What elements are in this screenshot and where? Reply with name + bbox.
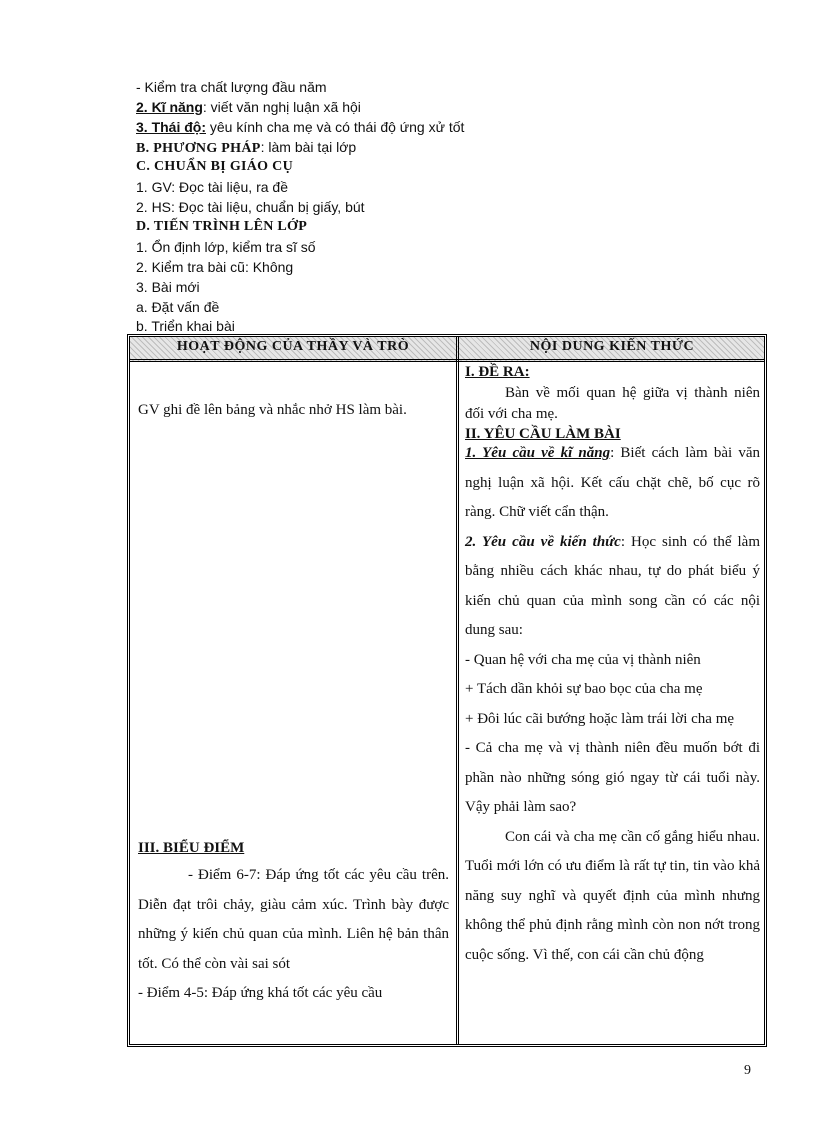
attitude-text: yêu kính cha mẹ và có thái độ ứng xử tốt bbox=[206, 119, 465, 135]
step-3a: a. Đặt vấn đề bbox=[136, 299, 220, 315]
lesson-table bbox=[127, 334, 767, 1047]
topic-text: Bàn về mối quan hệ giữa vị thành niên đối với cha mẹ. bbox=[465, 385, 760, 422]
process-heading: D. TIẾN TRÌNH LÊN LỚP bbox=[136, 219, 308, 234]
page-number: 9 bbox=[744, 1063, 751, 1078]
score-4-5: - Điểm 4-5: Đáp ứng khá tốt các yêu cầu bbox=[138, 985, 383, 1001]
intro-skill bbox=[136, 97, 361, 117]
req-heading: II. YÊU CẦU LÀM BÀI bbox=[465, 426, 621, 442]
skill-req-text: : Biết cách làm bài văn nghị luận xã hội. Kết cấu chặt chẽ, bố cục rõ ràng. Chữ viết cẩn thận. bbox=[465, 445, 760, 520]
intro-attitude bbox=[136, 117, 464, 137]
point-2: - Cả cha mẹ và vị thành niên đều muốn bớt đi phần nào những sóng gió ngay từ cái tuổi này. Vậy phải làm sao? bbox=[465, 740, 760, 815]
intro-line-exam: - Kiểm tra chất lượng đầu năm bbox=[136, 79, 327, 95]
prep-gv: 1. GV: Đọc tài liệu, ra đề bbox=[136, 179, 288, 195]
point-1a: + Tách dần khỏi sự bao bọc của cha mẹ bbox=[465, 681, 703, 697]
column-divider bbox=[456, 337, 459, 1044]
knowledge-req-text: : Học sinh có thể làm bằng nhiều cách khác nhau, tự do phát biểu ý kiến chủ quan của mình song cần có các nội dung sau: bbox=[465, 533, 761, 638]
table-header bbox=[130, 337, 764, 362]
knowledge-requirement bbox=[465, 528, 760, 646]
skill-req-label: 1. Yêu cầu về kĩ năng bbox=[465, 445, 611, 461]
step-3: 3. Bài mới bbox=[136, 279, 200, 295]
knowledge-req-label: 2. Yêu cầu về kiến thức bbox=[465, 533, 621, 550]
step-2: 2. Kiểm tra bài cũ: Không bbox=[136, 259, 294, 275]
skill-requirement bbox=[465, 439, 760, 528]
gv-note: GV ghi đề lên bảng và nhắc nhở HS làm bài. bbox=[138, 402, 407, 418]
score-block bbox=[138, 861, 449, 1009]
requirements-body bbox=[465, 439, 760, 970]
prep-heading: C. CHUẨN BỊ GIÁO CỤ bbox=[136, 159, 293, 174]
advice-paragraph: Con cái và cha mẹ cần cố gắng hiểu nhau. Tuổi mới lớn có ưu điểm là rất tự tin, tin vào khả năng suy nghĩ và quyết định của mình nhưng không thể phủ định rằng mình còn non nớt trong cuộc sống. Vì thế, con cái cần chủ động bbox=[465, 828, 760, 963]
prep-hs: 2. HS: Đọc tài liệu, chuẩn bị giấy, bút bbox=[136, 199, 365, 215]
point-1b: + Đôi lúc cãi bướng hoặc làm trái lời cha mẹ bbox=[465, 710, 735, 727]
score-heading: III. BIỂU ĐIỂM bbox=[138, 840, 245, 856]
attitude-label: 3. Thái độ: bbox=[136, 119, 206, 135]
topic-heading: I. ĐỀ RA: bbox=[465, 364, 530, 380]
step-3b: b. Triển khai bài bbox=[136, 318, 235, 334]
score-6-7: - Điểm 6-7: Đáp ứng tốt các yêu cầu trên. Diễn đạt trôi chảy, giàu cảm xúc. Trình bày được những ý kiến chủ quan của mình. Liên hệ bản thân tốt. Có thể còn vài sai sót bbox=[138, 867, 449, 972]
header-content: NỘI DUNG KIẾN THỨC bbox=[529, 339, 695, 354]
method-text: : làm bài tại lớp bbox=[260, 139, 357, 155]
method-label: B. PHƯƠNG PHÁP bbox=[136, 141, 261, 156]
point-1: - Quan hệ với cha mẹ của vị thành niên bbox=[465, 651, 701, 668]
skill-label: 2. Kĩ năng bbox=[136, 99, 203, 115]
intro-method bbox=[136, 137, 356, 159]
step-1: 1. Ổn định lớp, kiểm tra sĩ số bbox=[136, 239, 316, 255]
skill-text: : viết văn nghị luận xã hội bbox=[202, 99, 361, 115]
header-teacher-student: HOẠT ĐỘNG CỦA THẦY VÀ TRÒ bbox=[176, 339, 410, 354]
